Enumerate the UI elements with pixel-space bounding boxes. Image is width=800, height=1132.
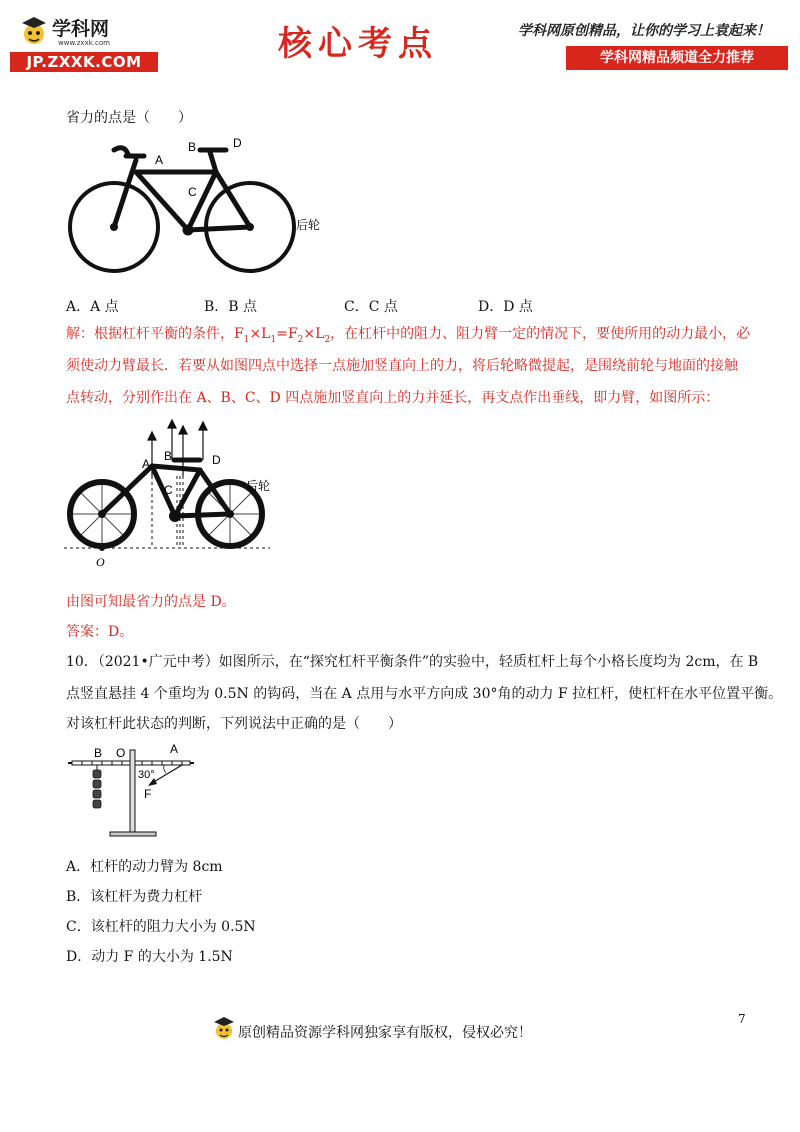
lever-label-o: O — [116, 746, 126, 760]
q9-answer: 答案：D。 — [66, 624, 134, 640]
q9-conclusion: 由图可知最省力的点是 D。 — [66, 594, 236, 610]
header-title: 核心考点 — [278, 24, 438, 64]
fig2-label-b: B — [164, 449, 173, 463]
fig1-label-d: D — [233, 136, 242, 150]
q9-option-a: A．A 点 — [66, 299, 119, 315]
header-slogan: 学科网原创精品，让你的学习上袁起来！ — [518, 23, 770, 39]
fig2-pivot-label: O — [96, 555, 105, 569]
q10-stem-line-3: 对该杠杆此状态的判断，下列说法中正确的是（ ） — [66, 716, 402, 732]
logo-url: JP.ZXXK.COM — [10, 52, 158, 72]
q9-solution-line-1: 解：根据杠杆平衡的条件，$F_1\times L_1=F_2\times L_2$，在杠杆中的阻力、阻力臂一定的情况下，要使所用的动力最小，必 — [66, 326, 751, 345]
q10-option-c: C．该杠杆的阻力大小为 0.5N — [66, 919, 256, 935]
footer-copyright: 原创精品资源学科网独家享有版权，侵权必究！ — [238, 1025, 532, 1041]
logo-subtitle: www.zxxk.com — [58, 39, 110, 47]
fig1-label-c: C — [188, 185, 197, 199]
bicycle-figure-1 — [66, 132, 356, 277]
fig2-label-a: A — [142, 457, 151, 471]
q9-solution-line-3: 点转动，分别作出在 A、B、C、D 四点施加竖直向上的力并延长，再支点作出垂线，即力臂，如图所示： — [66, 390, 720, 406]
q10-option-a: A．杠杆的动力臂为 8cm — [66, 859, 223, 875]
channel-banner: 学科网精品频道全力推荐 — [566, 46, 788, 70]
q10-option-b: B．该杠杆为费力杠杆 — [66, 889, 203, 905]
footer-mascot-icon — [212, 1014, 236, 1044]
q10-stem-line-2: 点竖直悬挂 4 个重均为 0.5N 的钩码，当在 A 点用与水平方向成 30°角的动力 F 拉杠杆，使杠杆在水平位置平衡。 — [66, 686, 783, 702]
fig2-label-d: D — [212, 453, 221, 467]
page-number: 7 — [738, 1012, 746, 1026]
fig2-rear-wheel-label: 后轮 — [246, 479, 271, 493]
bicycle-figure-2 — [60, 416, 300, 576]
q9-option-b: B．B 点 — [204, 299, 258, 315]
q9-option-d: D．D 点 — [478, 299, 533, 315]
fig1-rear-wheel-label: 后轮 — [296, 218, 321, 232]
logo — [10, 14, 158, 72]
mascot-icon — [18, 14, 50, 50]
logo-title: 学科网 — [52, 18, 110, 40]
fig2-label-c: C — [164, 483, 173, 497]
lever-angle-label: 30° — [138, 769, 155, 781]
q10-stem-line-1: 10．（2021•广元中考）如图所示，在“探究杠杆平衡条件”的实验中，轻质杠杆上每个小格长度均为 2cm，在 B — [66, 654, 759, 670]
q9-solution-line-2: 须使动力臂最长．若要从如图四点中选择一点施加竖直向上的力，将后轮略微提起，是围绕前轮与地面的接触 — [66, 358, 738, 374]
q9-stem: 省力的点是（ ） — [66, 110, 192, 126]
q10-option-d: D．动力 F 的大小为 1.5N — [66, 949, 233, 965]
q9-option-c: C．C 点 — [344, 299, 398, 315]
lever-force-label: F — [144, 787, 152, 801]
lever-label-a: A — [170, 742, 179, 756]
fig1-label-b: B — [188, 140, 197, 154]
lever-label-b: B — [94, 746, 103, 760]
lever-figure — [66, 740, 206, 844]
fig1-label-a: A — [155, 153, 164, 167]
